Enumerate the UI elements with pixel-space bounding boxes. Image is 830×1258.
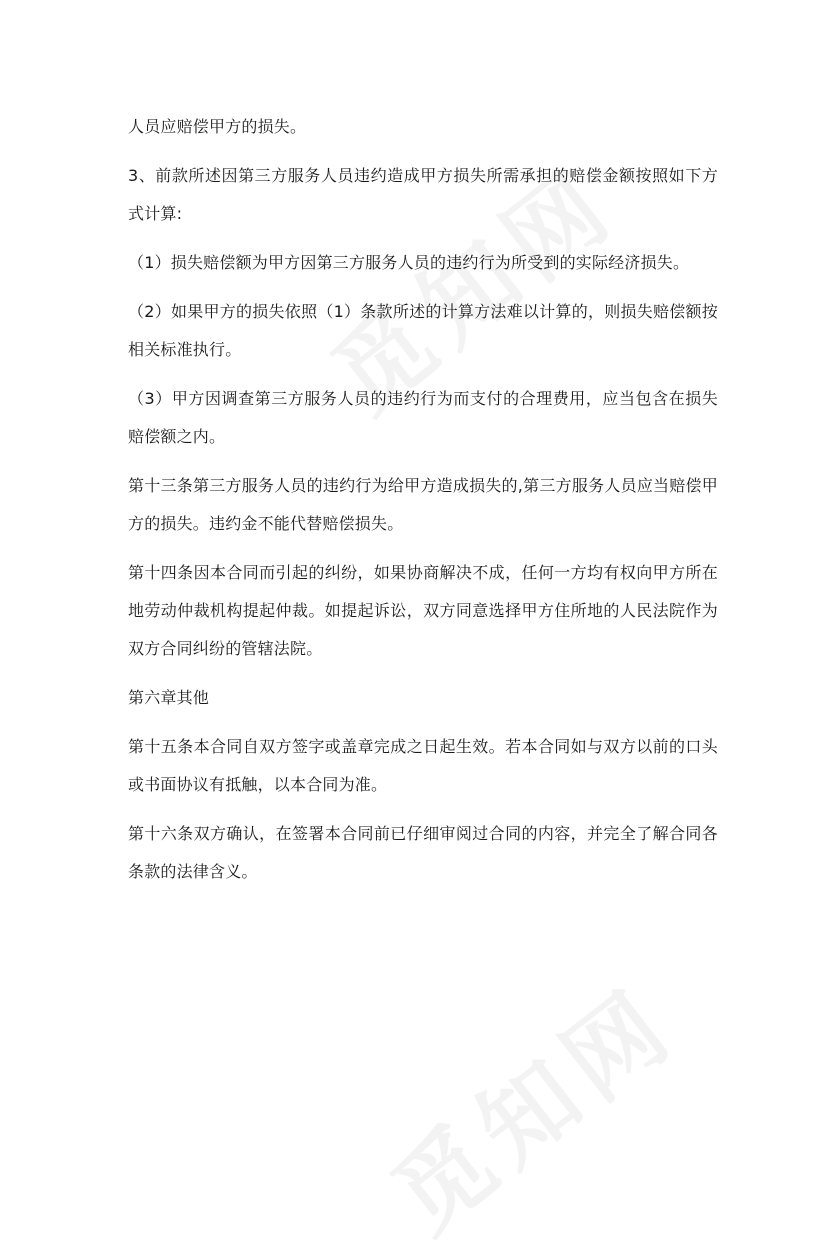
watermark-logo-bottom <box>360 951 700 1258</box>
paragraph-item-2: （2）如果甲方的损失依照（1）条款所述的计算方法难以计算的，则损失赔偿额按相关标准执行。 <box>128 302 718 359</box>
paragraph-item-3: （3）甲方因调查第三方服务人员的违约行为而支付的合理费用，应当包含在损失赔偿额之内。 <box>128 389 718 446</box>
paragraph-article-16: 第十六条双方确认，在签署本合同前已仔细审阅过合同的内容，并完全了解合同各条款的法律含义。 <box>128 824 718 881</box>
paragraph-liability-continued: 人员应赔偿甲方的损失。 <box>128 117 307 136</box>
paragraph-article-13: 第十三条第三方服务人员的违约行为给甲方造成损失的,第三方服务人员应当赔偿甲方的损失。违约金不能代替赔偿损失。 <box>128 476 718 533</box>
paragraph-compensation-method: 3、前款所述因第三方服务人员违约造成甲方损失所需承担的赔偿金额按照如下方式计算: <box>128 166 718 223</box>
paragraph-article-14: 第十四条因本合同而引起的纠纷，如果协商解决不成，任何一方均有权向甲方所在地劳动仲裁机构提起仲裁。如提起诉讼，双方同意选择甲方住所地的人民法院作为双方合同纠纷的管辖法院。 <box>128 563 718 658</box>
document-body <box>128 108 718 902</box>
chapter-heading-6: 第六章其他 <box>128 688 210 707</box>
paragraph-item-1: （1）损失赔偿额为甲方因第三方服务人员的违约行为所受到的实际经济损失。 <box>128 253 690 272</box>
paragraph-article-15: 第十五条本合同自双方签字或盖章完成之日起生效。若本合同如与双方以前的口头或书面协议有抵触，以本合同为准。 <box>128 737 718 794</box>
